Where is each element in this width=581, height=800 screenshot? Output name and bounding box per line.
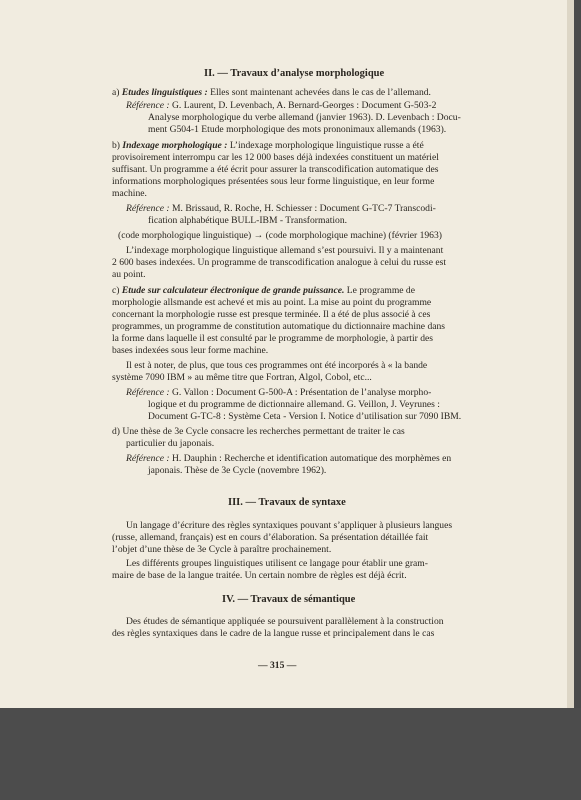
item-a-prefix: a) [112,87,120,98]
section-heading-semantics: IV. — Travaux de sémantique [222,594,356,605]
reference-line: H. Dauphin : Recherche et identification automatique des morphèmes en [172,453,452,464]
reference-line: G. Laurent, D. Levenbach, A. Bernard-Georges : Document G-503-2 [172,100,437,111]
paragraph-line: Les différents groupes linguistiques utilisent ce langage pour établir une gram- [126,558,428,569]
paragraph-line: la forme dans laquelle il est consulté par le programme de morphologie, à partir des [112,333,434,344]
item-c [112,285,415,297]
reference-line: fication alphabétique BULL-IBM - Transformation. [148,215,348,226]
item-b [112,140,424,152]
page-number: — 315 — [258,660,297,671]
paragraph-line: Des études de sémantique appliquée se poursuivent parallèlement à la construction [126,616,444,627]
paragraph-line: programmes, un programme de constitution automatique du dictionnaire machine dans [112,321,446,332]
paragraph-line: informations morphologiques présentées sous leur forme linguistique, en leur forme [112,176,435,187]
item-c-prefix: c) [112,285,120,296]
paragraph-line: l’objet d’une thèse de 3e Cycle à paraître prochainement. [112,544,332,555]
code-transform-line: (code morphologique linguistique) → (code morphologique machine) (février 1963) [118,230,442,241]
section-heading-morphology: II. — Travaux d’analyse morphologique [204,68,385,79]
paragraph-line: (russe, allemand, français) est en cours d’élaboration. Sa présentation détaillée fait [112,532,429,543]
item-d-text: d) Une thèse de 3e Cycle consacre les recherches permettant de traiter le cas [112,426,405,437]
reference-line: Document G-TC-8 : Système Ceta - Version I. Notice d’utilisation sur 7090 IBM. [148,411,462,422]
reference-line: G. Vallon : Document G-500-A : Présentation de l’analyse morpho- [172,387,432,398]
paragraph-line: Un langage d’écriture des règles syntaxiques pouvant s’appliquer à plusieurs langues [126,520,453,531]
item-a [112,87,431,99]
item-b-reference [126,203,436,215]
paragraph-line: Il est à noter, de plus, que tous ces programmes ont été incorporés à « la bande [126,360,428,371]
item-b-prefix: b) [112,140,120,151]
scan-background [0,708,581,800]
paragraph-line: concernant la morphologie russe est presque terminée. Il a été de plus associé à ces [112,309,431,320]
reference-label: Référence : [126,453,170,464]
page-edge [567,0,574,708]
paragraph-line: au point. [112,269,146,280]
reference-line: logique et du programme de dictionnaire allemand. G. Veillon, J. Veyrunes : [148,399,440,410]
reference-line: M. Brissaud, R. Roche, H. Schiesser : Document G-TC-7 Transcodi- [172,203,436,214]
item-a-title: Etudes linguistiques : [121,87,208,98]
reference-label: Référence : [126,387,170,398]
item-c-text: Le programme de [346,285,415,296]
paragraph-line: des règles syntaxiques dans le cadre de la langue russe et principalement dans le cas [112,628,435,639]
reference-label: Référence : [126,100,170,111]
reference-label: Référence : [126,203,170,214]
paragraph-line: 2 600 bases indexées. Un programme de transcodification analogue à celui du russe est [112,257,447,268]
paragraph-line: bases indexées sous leur forme machine. [112,345,269,356]
item-d-reference [126,453,451,465]
paragraph-line: système 7090 IBM » au même titre que Fortran, Algol, Cobol, etc... [112,372,372,383]
paragraph-line: morphologie allsmande est achevé et mis au point. La mise au point du programme [112,297,432,308]
reference-line: ment G504-1 Etude morphologique des mots prononimaux allemands (1963). [148,124,447,135]
item-c-title: Etude sur calculateur électronique de grande puissance. [121,285,345,296]
reference-line: japonais. Thèse de 3e Cycle (novembre 1962). [148,465,327,476]
section-heading-syntax: III. — Travaux de syntaxe [228,497,346,508]
item-c-reference [126,387,431,399]
item-a-text: Elles sont maintenant achevées dans le cas de l’allemand. [210,87,431,98]
item-b-title: Indexage morphologique : [122,140,228,151]
item-a-reference [126,100,436,112]
paragraph-line: particulier du japonais. [126,438,215,449]
paragraph-line: maire de base de la langue traitée. Un certain nombre de règles est déjà écrit. [112,570,407,581]
paragraph-line: provisoirement interrompu car les 12 000 bases déjà indexées constituent un matériel [112,152,439,163]
paragraph-line: L’indexage morphologique linguistique allemand s’est poursuivi. Il y a maintenant [126,245,444,256]
paragraph-line: suffisant. Un programme a été écrit pour assurer la transcodification automatique des [112,164,439,175]
item-b-text: L’indexage morphologique linguistique russe a été [229,140,424,151]
reference-line: Analyse morphologique du verbe allemand (janvier 1963). D. Levenbach : Docu- [148,112,461,123]
paragraph-line: machine. [112,188,147,199]
